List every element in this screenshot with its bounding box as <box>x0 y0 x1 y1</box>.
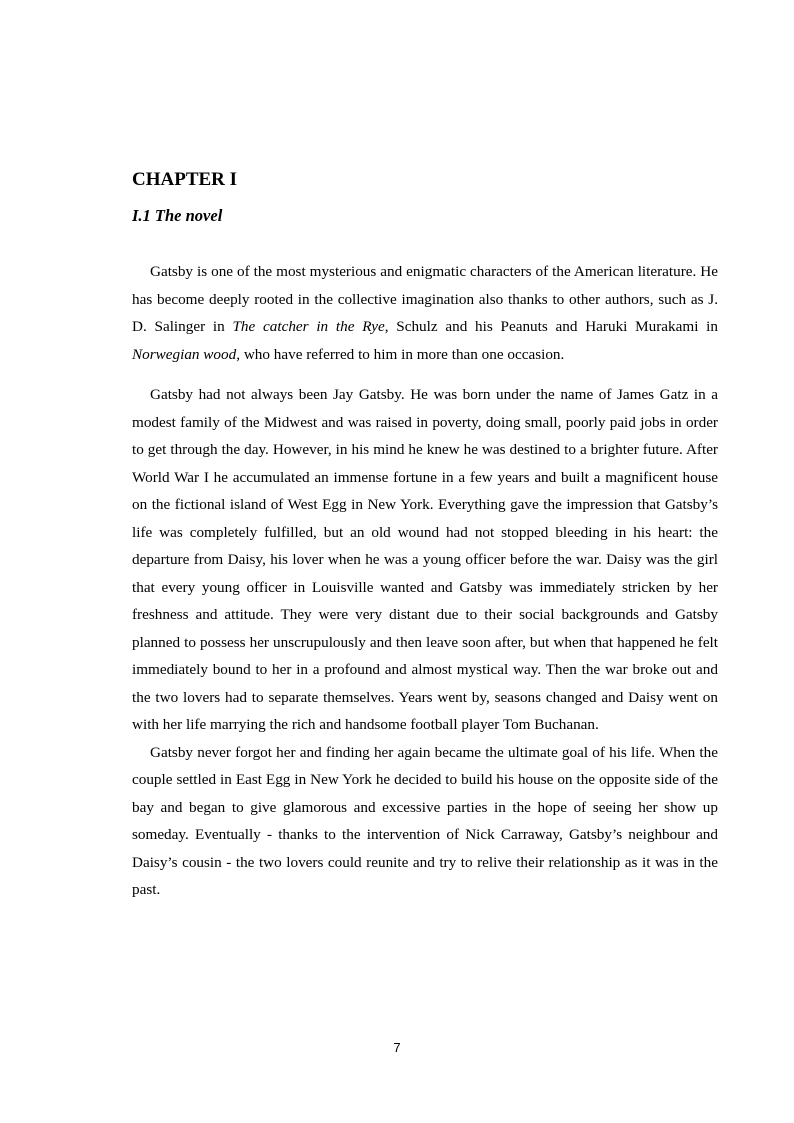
paragraph-1-text-b: , Schulz and his Peanuts and Haruki Murakami in <box>384 318 718 335</box>
section-title: I.1 The novel <box>132 206 223 225</box>
body-text <box>132 258 718 904</box>
page-number: 7 <box>393 1040 401 1055</box>
paragraph-1-text-a: Gatsby is one of the most mysterious and enigmatic characters of the American literature. He has become deeply rooted in the collective imagination also thanks to other authors, such as J. D. Salinger in <box>132 263 718 335</box>
paragraph-1 <box>132 258 718 368</box>
paragraph-1-text-c: , who have referred to him in more than one occasion. <box>236 345 565 363</box>
book-title-norwegian-wood: Norwegian wood <box>132 345 237 363</box>
chapter-title: CHAPTER I <box>132 169 238 190</box>
paragraph-2: Gatsby had not always been Jay Gatsby. He was born under the name of James Gatz in a modest family of the Midwest and was raised in poverty, doing small, poorly paid jobs in order to get through the day. However, in his mind he knew he was destined to a brighter future. After World War I he accumulated an immense fortune in a few years and built a magnificent house on the fictional island of West Egg in New York. Everything gave the impression that Gatsby’s life was completely fulfilled, but an old wound had not stopped bleeding in his heart: the departure from Daisy, his lover when he was a young officer before the war. Daisy was the girl that every young officer in Louisville wanted and Gatsby was immediately stricken by her freshness and attitude. They were very distant due to their social backgrounds and Gatsby planned to possess her unscrupulously and then leave soon after, but when that happened he felt immediately bound to her in a profound and almost mystical way. Then the war broke out and the two lovers had to separate themselves. Years went by, seasons changed and Daisy went on with her life marrying the rich and handsome football player Tom Buchanan. <box>132 386 718 733</box>
book-title-catcher-in-the-rye: The catcher in the Rye <box>232 318 385 335</box>
paragraph-3: Gatsby never forgot her and finding her again became the ultimate goal of his life. When the couple settled in East Egg in New York he decided to build his house on the opposite side of the bay and began to give glamorous and excessive parties in the hope of seeing her show up someday. Eventually - thanks to the intervention of Nick Carraway, Gatsby’s neighbour and Daisy’s cousin - the two lovers could reunite and try to relive their relationship as it was in the past. <box>132 743 718 898</box>
